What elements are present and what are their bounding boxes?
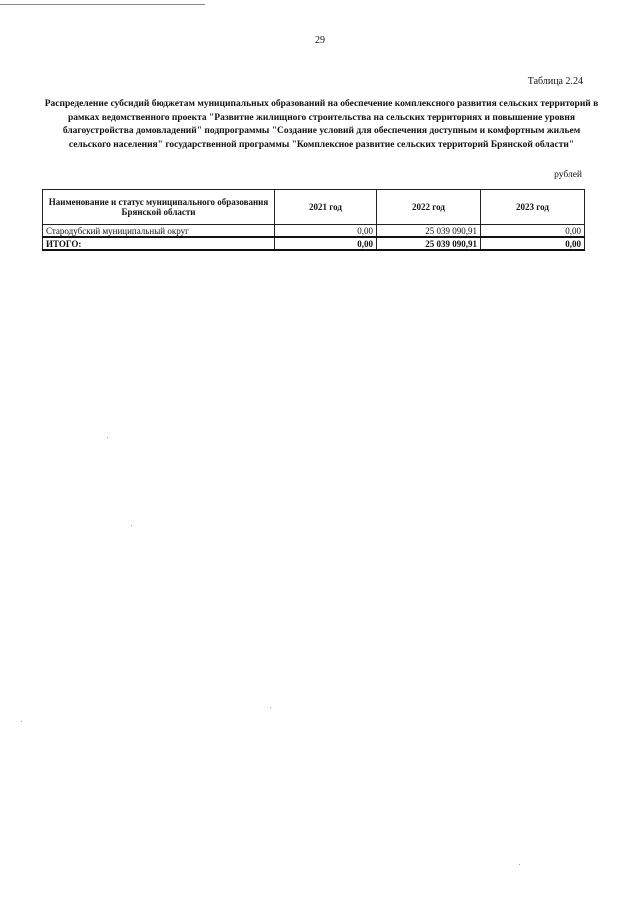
subsidy-table [42,189,585,251]
scan-speck [519,864,520,865]
total-2023-cell: 0,00 [481,237,585,250]
header-2022: 2022 год [377,190,481,225]
total-label-cell: ИТОГО: [43,237,275,250]
total-row [43,237,585,250]
total-2022-cell: 25 039 090,91 [377,237,481,250]
total-2021-cell: 0,00 [275,237,377,250]
header-name: Наименование и статус муниципального образования Брянской области [43,190,275,225]
row-name-cell: Стародубский муниципальный округ [43,225,275,238]
scan-speck [270,707,271,708]
scan-speck [21,721,22,722]
scan-speck [107,437,108,438]
row-2023-cell: 0,00 [481,225,585,238]
page-number: 29 [315,35,325,46]
top-rule [0,4,205,5]
scan-speck [131,525,132,526]
table-title: Распределение субсидий бюджетам муниципальных образований на обеспечение комплексного развития сельских территорий в рамках ведомственного проекта "Развитие жилищного строительства на сельских территориях и повышение уровня благоустройства домовладений" подпрограммы "Создание условий для обеспечения доступным и комфортным жильем сельского населения" государственной программы "Комплексное развитие сельских территорий Брянской области" [44,99,599,150]
row-2022-cell: 25 039 090,91 [377,225,481,238]
header-2021: 2021 год [275,190,377,225]
header-2023: 2023 год [481,190,585,225]
table-header-row [43,190,585,225]
table-caption: Таблица 2.24 [527,76,583,87]
table-row [43,225,585,238]
units-label: рублей [554,170,582,180]
row-2021-cell: 0,00 [275,225,377,238]
